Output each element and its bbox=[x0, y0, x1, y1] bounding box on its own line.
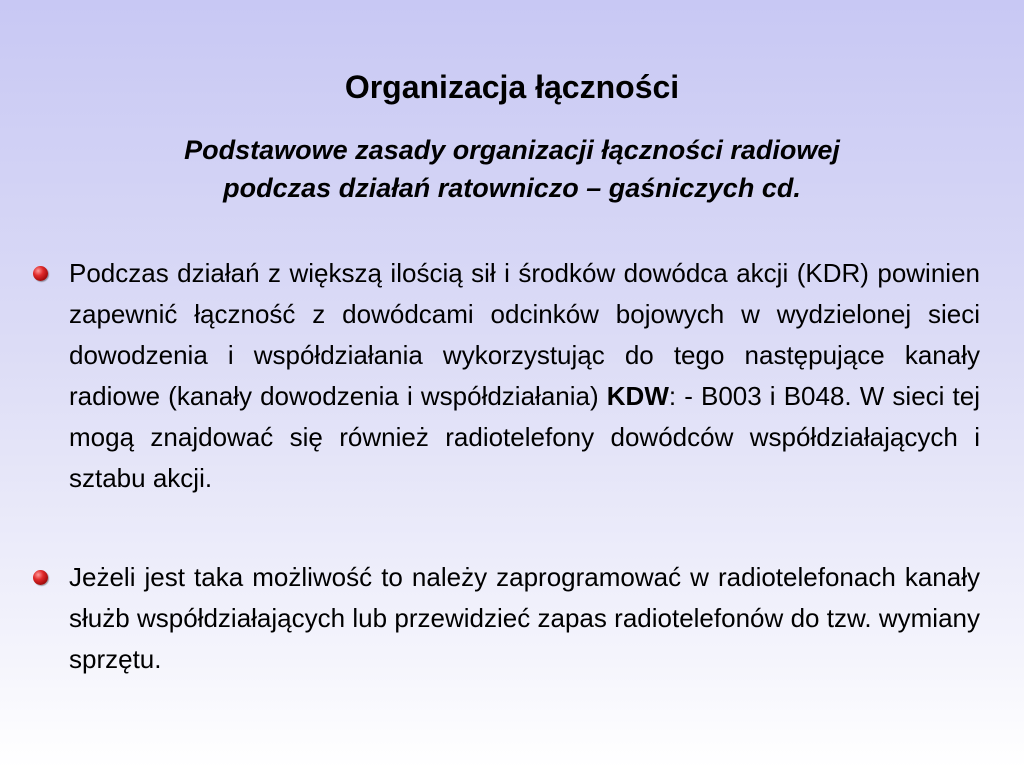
bullet-text-2: Jeżeli jest taka możliwość to należy zaprogramować w radiotelefonach kanały służb współdziałających lub przewidzieć zapas radiotelefonów do tzw. wymiany sprzętu. bbox=[69, 562, 980, 674]
subtitle-line-2: podczas działań ratowniczo – gaśniczych cd. bbox=[223, 173, 801, 203]
red-sphere-bullet-icon bbox=[33, 266, 48, 281]
bullet-text-1 bbox=[69, 253, 980, 499]
slide-subtitle bbox=[60, 131, 964, 207]
bullet-1-text-after: : - B003 i B048. W sieci tej mogą znajdować się również radiotelefony dowódców współdziałających i sztabu akcji. bbox=[69, 381, 981, 493]
bullet-item-2 bbox=[30, 557, 980, 680]
red-sphere-bullet-icon bbox=[33, 570, 48, 585]
slide-title: Organizacja łączności bbox=[344, 69, 680, 106]
bullet-item-1 bbox=[30, 253, 980, 499]
bullet-list bbox=[30, 253, 980, 680]
subtitle-line-1: Podstawowe zasady organizacji łączności radiowej bbox=[184, 135, 840, 165]
bullet-1-text-before: Podczas działań z większą ilością sił i środków dowódca akcji (KDR) powinien zapewnić łączność z dowódcami odcinków bojowych w wydzielonej sieci dowodzenia i współdziałania wykorzystując do tego następujące kanały radiowe (kanały dowodzenia i współdziałania) bbox=[69, 258, 980, 411]
bullet-1-bold-kdw: KDW bbox=[606, 381, 669, 411]
